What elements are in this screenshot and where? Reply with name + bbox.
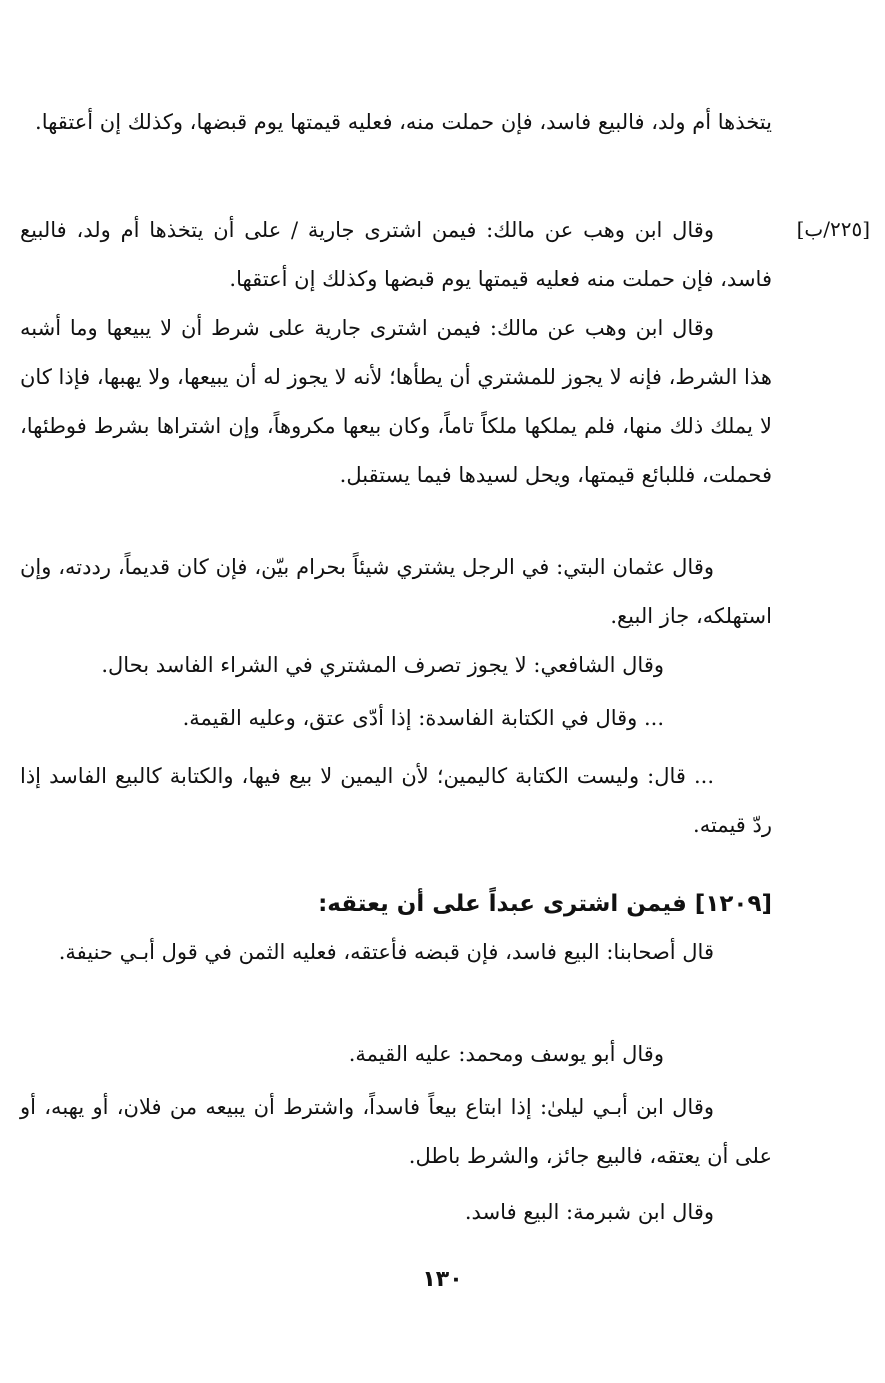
paragraph-kitaba-yamin: ... قال: وليست الكتابة كاليمين؛ لأن اليمين لا بيع فيها، والكتابة كالبيع الفاسد إذا ردّ قيمته.	[20, 764, 772, 837]
paragraph-ibn-abi-layla: وقال ابن أبـي ليلىٰ: إذا ابتاع بيعاً فاسداً، واشترط أن يبيعه من فلان، أو يهبه، أو على أن يعتقه، فالبيع جائز، والشرط باطل.	[20, 1095, 772, 1168]
paragraph-ibn-wahb-2: وقال ابن وهب عن مالك: فيمن اشترى جارية على شرط أن لا يبيعها وما أشبه هذا الشرط، فإنه لا يجوز للمشتري أن يطأها؛ لأنه لا يجوز له أن يبيعها، ولا يهبها، فإذا كان لا يملك ذلك منها، فلم يملكها ملكاً تاماً، وكان بيعها مكروهاً، وإن اشتراها بشرط فوطئها، فحملت، فللبائع قيمتها، ويحل لسيدها فيما يستقبل.	[20, 316, 772, 487]
manuscript-folio-note: [٢٢٥/ب]	[796, 217, 870, 241]
section-heading: [١٢٠٩] فيمن اشترى عبداً على أن يعتقه:	[318, 891, 772, 917]
paragraph-kitaba-fasida: ... وقال في الكتابة الفاسدة: إذا أدّى عتق، وعليه القيمة.	[182, 706, 664, 730]
paragraph-ashabuna: قال أصحابنا: البيع فاسد، فإن قبضه فأعتقه، فعليه الثمن في قول أبـي حنيفة.	[58, 940, 714, 964]
paragraph-uthman-albatti: وقال عثمان البتي: في الرجل يشتري شيئاً بحرام بيّن، فإن كان قديماً، رددته، وإن استهلكه، جاز البيع.	[20, 555, 772, 628]
page-number: ١٣٠	[422, 1267, 463, 1292]
paragraph-shafii: وقال الشافعي: لا يجوز تصرف المشتري في الشراء الفاسد بحال.	[101, 653, 664, 677]
paragraph-continuation: يتخذها أم ولد، فالبيع فاسد، فإن حملت منه، فعليه قيمتها يوم قبضها، وكذلك إن أعتقها.	[35, 110, 772, 134]
paragraph-abu-yusuf: وقال أبو يوسف ومحمد: عليه القيمة.	[348, 1042, 664, 1066]
paragraph-ibn-shubruma: وقال ابن شبرمة: البيع فاسد.	[464, 1200, 714, 1224]
paragraph-ibn-wahb-1: وقال ابن وهب عن مالك: فيمن اشترى جارية / على أن يتخذها أم ولد، فالبيع فاسد، فإن حملت منه فعليه قيمتها يوم قبضها وكذلك إن أعتقها.	[20, 218, 772, 291]
